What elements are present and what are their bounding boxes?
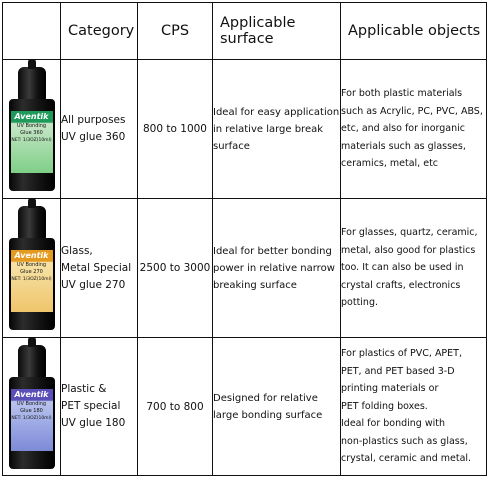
header-applicable-objects: Applicable objects [341, 3, 487, 60]
category-cell: Glass, Metal Special UV glue 270 [61, 199, 138, 338]
table-row [3, 60, 487, 199]
header-cps: CPS [138, 3, 213, 60]
header-applicable-surface: Applicable surface [213, 3, 341, 60]
bottle-label [11, 250, 53, 312]
surface-cell: Ideal for better bonding power in relative narrow breaking surface [213, 199, 341, 338]
product-image-cell [3, 338, 61, 476]
bottle-brand: Aventik [14, 251, 49, 260]
surface-cell: Designed for relative large bonding surface [213, 338, 341, 476]
bottle-net-volume: NET: 1/3OZ(10ml) [11, 277, 52, 282]
bottle-label [11, 111, 53, 173]
header-row [3, 3, 487, 60]
objects-cell: For plastics of PVC, APET, PET, and PET based 3-D printing materials or PET folding boxes. Ideal for bonding with non-plastics such as glass, crystal, ceramic and metal. [341, 338, 487, 476]
bottle-net-volume: NET: 1/3OZ(10ml) [11, 415, 52, 421]
bottle-body [9, 238, 55, 330]
bottle-cap [18, 206, 46, 240]
category-cell: Plastic & PET special UV glue 180 [61, 338, 138, 476]
product-image-cell [3, 60, 61, 199]
surface-cell: Ideal for easy application in relative large break surface [213, 60, 341, 199]
bottle-product-name: UV Bonding Glue 270 [16, 262, 47, 275]
header-category: Category [61, 3, 138, 60]
bottle-cap [18, 67, 46, 101]
objects-cell: For glasses, quartz, ceramic, metal, also good for plastics too. It can also be used in crystal crafts, electronics potting. [341, 199, 487, 338]
cps-cell: 2500 to 3000 [138, 199, 213, 338]
bottle-brand: Aventik [14, 112, 49, 121]
cps-cell: 700 to 800 [138, 338, 213, 476]
table-row [3, 199, 487, 338]
bottle-body [9, 377, 55, 469]
product-comparison-table [2, 2, 487, 476]
objects-cell: For both plastic materials such as Acrylic, PC, PVC, ABS, etc, and also for inorganic materials such as glasses, ceramics, metal, etc [341, 60, 487, 199]
glue-bottle-180-image [9, 345, 55, 469]
bottle-net-volume: NET: 1/3OZ(10ml) [11, 138, 52, 143]
bottle-cap [18, 345, 46, 379]
bottle-label [11, 389, 53, 451]
category-cell: All purposes UV glue 360 [61, 60, 138, 199]
glue-bottle-270-image [9, 206, 55, 330]
header-image [3, 3, 61, 60]
product-image-cell [3, 199, 61, 338]
bottle-product-name: UV Bonding Glue 360 [16, 123, 47, 136]
cps-cell: 800 to 1000 [138, 60, 213, 199]
bottle-product-name: UV Bonding Glue 180 [16, 400, 47, 414]
bottle-brand: Aventik [14, 389, 49, 399]
glue-bottle-360-image [9, 67, 55, 191]
bottle-body [9, 99, 55, 191]
table-row [3, 338, 487, 476]
